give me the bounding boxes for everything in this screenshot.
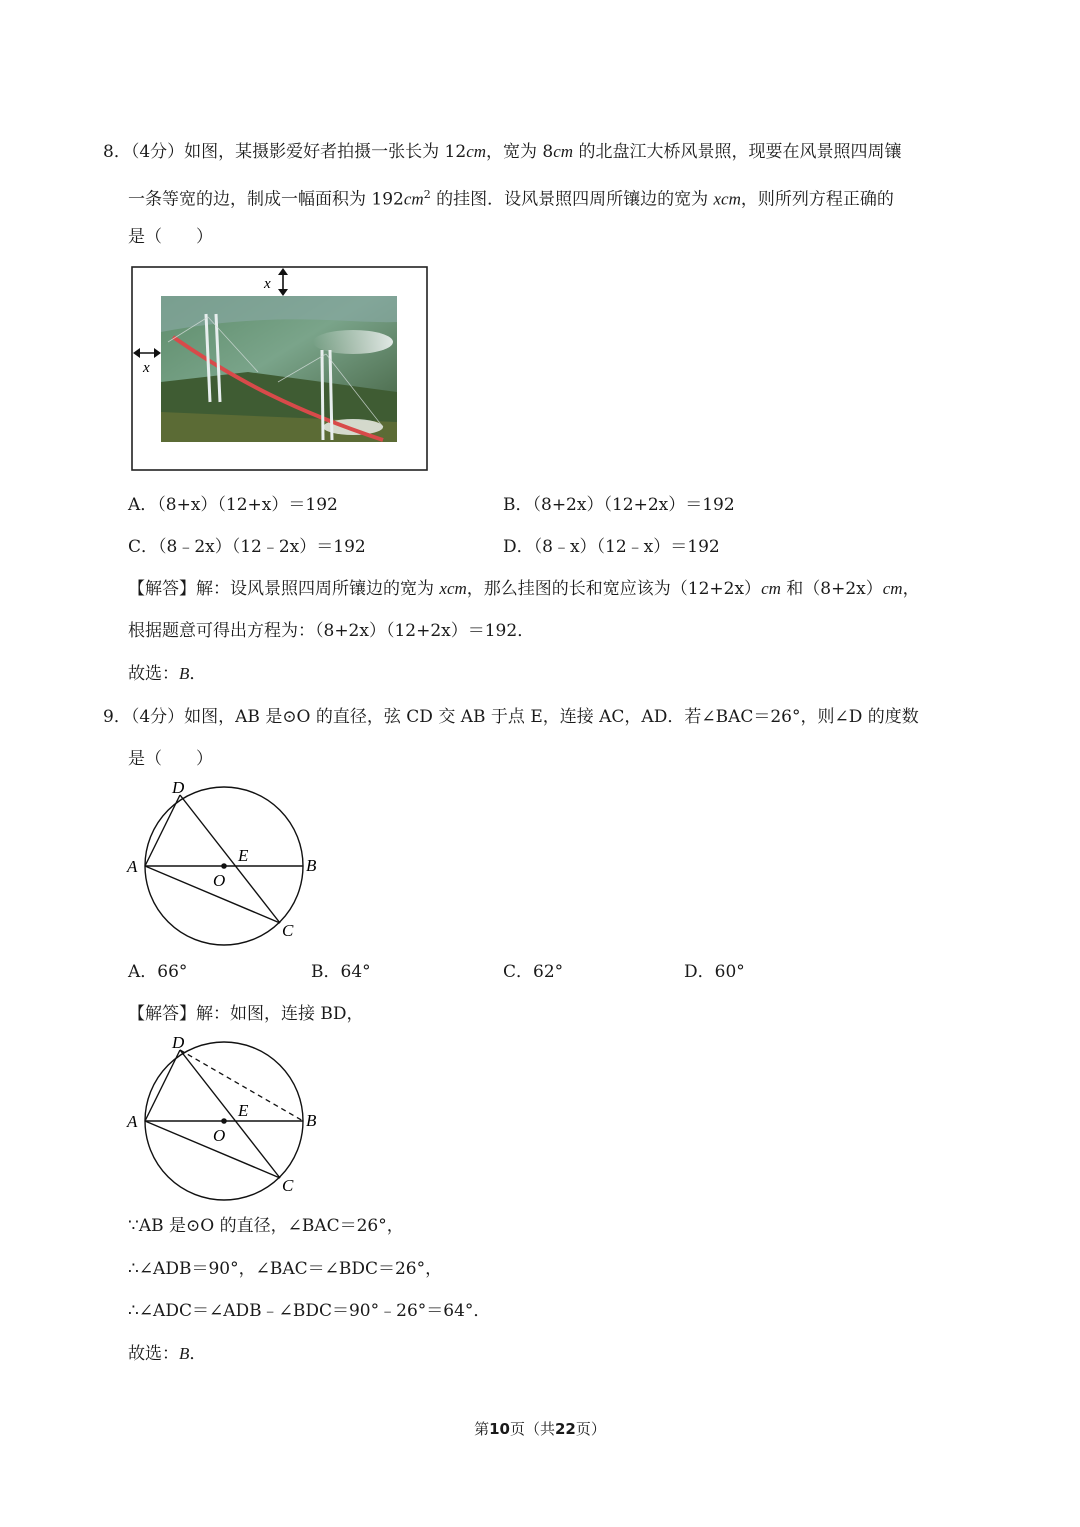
q9-choose: 故选：B．: [128, 1344, 207, 1364]
bridge-photo: [161, 296, 397, 442]
chord-cd: [180, 795, 280, 923]
q8-line-3: 是（ ）: [128, 227, 213, 247]
q8-option-a: A．（8+x）（12+x）＝192: [128, 495, 338, 515]
chord-ad: [145, 795, 180, 866]
page-footer: 第10页（共22页）: [474, 1420, 606, 1438]
q8-option-c: C．（8﹣2x）（12﹣2x）＝192: [128, 537, 366, 557]
label-d: D: [172, 778, 185, 797]
q9-option-a: A．66°: [128, 962, 188, 982]
q8-line-1: 8．（4分）如图，某摄影爱好者拍摄一张长为 12cm，宽为 8cm 的北盘江大桥风景照，现要在风景照四周镶: [103, 142, 902, 162]
page-total: 22: [555, 1420, 576, 1438]
q9-number: 9．（4分）: [103, 707, 185, 727]
label-e-2: E: [238, 1101, 249, 1120]
label-b-2: B: [306, 1111, 317, 1130]
q9-option-b: B．64°: [311, 962, 371, 982]
page-number: 10: [489, 1420, 510, 1438]
q9-answer-circle-figure: [120, 1030, 330, 1202]
center-o: [221, 863, 227, 869]
q8-answer-line-2: 根据题意可得出方程为：（8+2x）（12+2x）＝192．: [128, 621, 535, 641]
label-o-2: O: [213, 1126, 226, 1145]
top-x-label: x: [264, 276, 271, 292]
label-o: O: [213, 871, 226, 890]
q8-answer-line-1: 【解答】解：设风景照四周所镶边的宽为 xcm，那么挂图的长和宽应该为（12+2x）cm 和（8+2x）cm，: [128, 579, 920, 599]
label-a-2: A: [127, 1112, 138, 1131]
q9-step-3: ∴∠ADC＝∠ADB﹣∠BDC＝90°﹣26°＝64°．: [128, 1301, 491, 1321]
q9-circle-figure: [120, 775, 330, 947]
q9-step-2: ∴∠ADB＝90°，∠BAC＝∠BDC＝26°，: [128, 1259, 443, 1279]
chord-ad-2: [145, 1050, 180, 1121]
q8-line-2: 一条等宽的边，制成一幅面积为 $192cm^2$ 的挂图．设风景照四周所镶边的宽为 xcm，则所列方程正确的: [128, 188, 894, 210]
center-o-2: [221, 1118, 227, 1124]
chord-cd-2: [180, 1050, 280, 1178]
label-c: C: [282, 921, 294, 940]
q8-option-b: B．（8+2x）（12+2x）＝192: [503, 495, 735, 515]
q9-step-1: ∵AB 是⊙O 的直径，∠BAC＝26°，: [128, 1216, 404, 1236]
q9-option-c: C．62°: [503, 962, 564, 982]
q9-option-d: D．60°: [684, 962, 745, 982]
label-c-2: C: [282, 1176, 294, 1195]
q9-line-2: 是（ ）: [128, 749, 213, 769]
label-d-2: D: [172, 1033, 185, 1052]
label-e: E: [238, 846, 249, 865]
q8-option-d: D．（8﹣x）（12﹣x）＝192: [503, 537, 720, 557]
q8-frame-figure: [128, 262, 432, 474]
left-x-label: x: [143, 360, 150, 376]
q8-answer-tag: 【解答】: [128, 579, 196, 599]
q9-answer-tag: 【解答】: [128, 1004, 196, 1024]
q9-line-1: 9．（4分）如图，AB 是⊙O 的直径，弦 CD 交 AB 于点 E，连接 AC，AD．若∠BAC＝26°，则∠D 的度数: [103, 707, 919, 727]
q8-choose: 故选：B．: [128, 664, 207, 684]
q8-number: 8．（4分）: [103, 142, 185, 162]
q9-answer-intro: 【解答】解：如图，连接 BD，: [128, 1004, 364, 1024]
label-b: B: [306, 856, 317, 875]
label-a: A: [127, 857, 138, 876]
